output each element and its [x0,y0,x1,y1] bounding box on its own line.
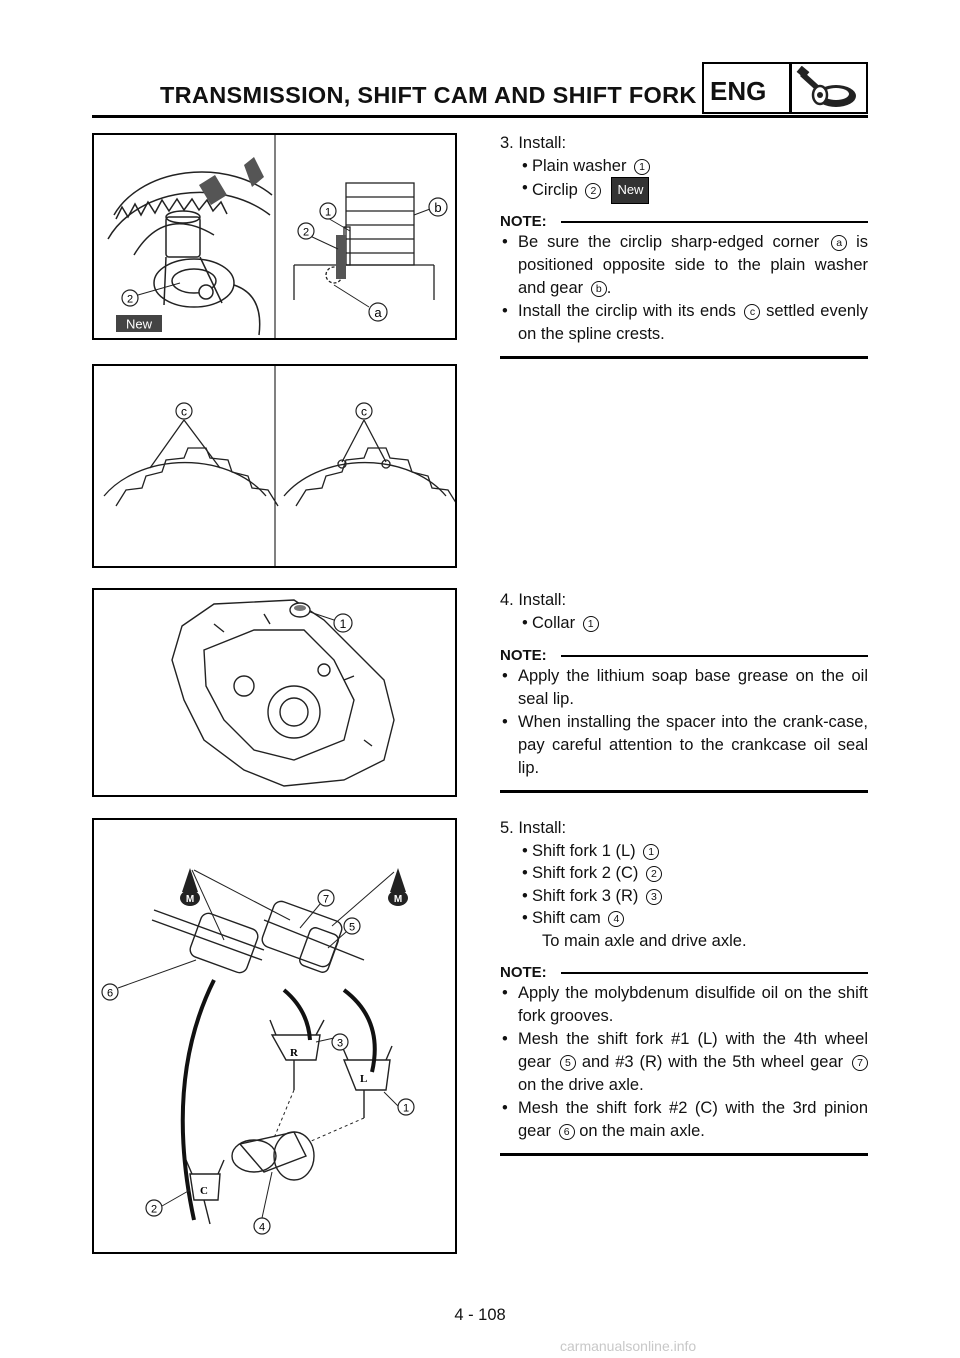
ref-letter: c [744,304,760,320]
callout-2: 2 [150,1203,158,1216]
figure-spline-crests [92,364,457,568]
section-badge-label: ENG [710,76,767,106]
ref-number: 1 [643,844,659,860]
step-4-title: 4. Install: [500,591,567,609]
note-label: NOTE: [500,964,547,981]
step-3-title: 3. Install: [500,134,567,152]
step-5-title: 5. Install: [500,819,567,837]
fork-letter-r: R [290,1047,298,1059]
note-item: • Be sure the circlip sharp-edged corner a is positioned opposite side to the plain washer and gear b . [500,231,868,300]
watermark: carmanualsonline.info [560,1338,697,1354]
ref-letter: a [831,235,847,251]
note-label: NOTE: [500,647,547,664]
callout-1: 1 [402,1102,410,1115]
list-item: • Shift fork 1 (L) 1 [500,840,868,863]
note-rule [561,972,868,974]
note-3 [500,213,868,359]
callout-5: 5 [348,921,356,934]
callout-7: 7 [322,893,330,906]
note-end-rule [500,790,868,793]
m-icon-right: M [393,894,403,905]
ref-number: 3 [646,889,662,905]
callout-6: 6 [106,987,114,1000]
item-text: Collar [532,613,576,632]
callout-3: 3 [336,1037,344,1050]
note-label: NOTE: [500,213,547,230]
note-end-rule [500,356,868,359]
m-icon-left: M [185,894,195,905]
callout-c: c [361,404,367,419]
shift-fork-illustration [94,820,455,1252]
callout-2: 2 [126,293,134,306]
list-item [500,177,868,204]
note-item: • Install the circlip with its ends c settled evenly on the spline crests. [500,300,868,346]
list-item: • Shift fork 2 (C) 2 [500,862,868,885]
section-badge-divider [789,62,792,114]
figure-circlip-install [92,133,457,340]
note-rule [561,221,868,223]
spline-illustration [94,366,455,566]
note-5 [500,964,868,1156]
note-item: • When installing the spacer into the crank-case, pay careful attention to the crankcase oil seal lip. [500,711,868,780]
circlip-illustration [94,135,455,338]
ref-number: 2 [646,866,662,882]
ref-number: 5 [560,1055,576,1071]
ref-number: 6 [559,1124,575,1140]
ref-letter: b [591,281,607,297]
note-4 [500,647,868,793]
fork-letter-c: C [200,1185,208,1197]
step-3 [500,132,868,204]
note-item: • Apply the lithium soap base grease on the oil seal lip. [500,665,868,711]
callout-c: c [181,404,187,419]
callout-1: 1 [339,617,347,631]
crankcase-illustration [94,590,455,795]
ref-number: 2 [585,183,601,199]
engine-wrench-icon [796,66,862,110]
note-end-rule [500,1153,868,1156]
page-number: 4 - 108 [454,1306,506,1324]
callout-4: 4 [258,1221,266,1234]
note-item: • Mesh the shift fork #2 (C) with the 3rd pinion gear 6 on the main axle. [500,1097,868,1143]
note-item: • Apply the molybdenum disulfide oil on the shift fork grooves. [500,982,868,1028]
callout-2: 2 [302,226,310,239]
note-rule [561,655,868,657]
list-item: • Shift cam 4 [500,907,868,930]
callout-b: b [434,200,442,215]
callout-a: a [374,305,382,320]
ref-number: 7 [852,1055,868,1071]
figure-shift-forks [92,818,457,1254]
step-4 [500,589,868,634]
continuation-text: To main axle and drive axle. [542,931,747,950]
step-5 [500,817,868,952]
ref-number: 1 [583,616,599,632]
fork-letter-l: L [360,1073,368,1085]
callout-1: 1 [324,206,332,219]
note-item: • Mesh the shift fork #1 (L) with the 4th wheel gear 5 and #3 (R) with the 5th wheel gear 7 on the drive axle. [500,1028,868,1097]
item-text: Plain washer [532,156,627,175]
ref-number: 1 [634,159,650,175]
list-item [500,155,868,178]
new-tag: New [611,177,649,204]
item-text: Circlip [532,181,578,199]
list-item: • Shift fork 3 (R) 3 [500,885,868,908]
page-title: TRANSMISSION, SHIFT CAM AND SHIFT FORK [160,82,697,108]
list-item [500,612,868,635]
ref-number: 4 [608,911,624,927]
new-tag-figure: New [125,316,153,332]
header-rule [92,115,868,118]
figure-crankcase-collar [92,588,457,797]
